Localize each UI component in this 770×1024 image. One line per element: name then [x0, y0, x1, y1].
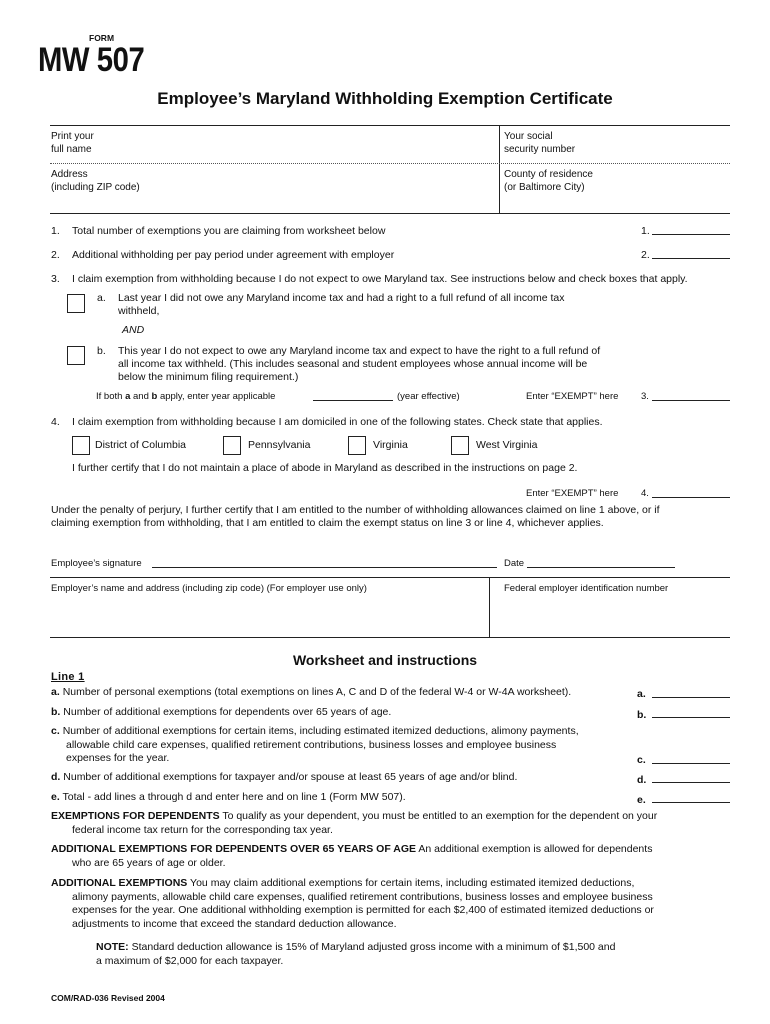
state-va-label: Virginia: [373, 439, 408, 451]
state-pa-label: Pennsylvania: [248, 439, 311, 451]
line-2-input[interactable]: [652, 258, 730, 259]
worksheet-e: e. Total - add lines a through d and enter here and on line 1 (Form MW 507).: [51, 791, 406, 803]
line-3b-text-1: This year I do not expect to owe any Maryland income tax and expect to have the right to a full refund of: [118, 345, 601, 357]
state-wv-label: West Virginia: [476, 439, 538, 451]
date-label: Date: [504, 558, 525, 569]
line-4-text: I claim exemption from withholding because I am domiciled in one of the following states. Check state that applies.: [72, 416, 603, 428]
dependents-65-paragraph: ADDITIONAL EXEMPTIONS FOR DEPENDENTS OVER 65 YEARS OF AGE An additional exemption is allowed for dependents who are 65 years of age or older.: [51, 843, 653, 869]
line-3-number: 3.: [51, 273, 60, 285]
address-field[interactable]: [51, 168, 140, 194]
line-3-exempt-label: Enter “EXEMPT” here: [526, 391, 619, 402]
perjury-text-1: Under the penalty of perjury, I further certify that I am entitled to the number of withholding allowances claimed on line 1 above, or if: [51, 504, 660, 516]
full-name-label-2: full name: [51, 144, 92, 155]
checkbox-dc[interactable]: [72, 436, 90, 455]
ssn-field[interactable]: [504, 130, 575, 156]
note-paragraph: NOTE: Standard deduction allowance is 15% of Maryland adjusted gross income with a minimum of $1,500 and a maximum of $2,000 for each taxpayer.: [96, 941, 616, 967]
line-1-text: Total number of exemptions you are claiming from worksheet below: [72, 225, 386, 237]
line-3b-text-2: all income tax withheld. (This includes seasonal and student employees whose annual income will be: [118, 358, 588, 370]
line-3a-letter: a.: [97, 292, 106, 304]
line-3a-text-1: Last year I did not owe any Maryland income tax and had a right to a full refund of all income tax: [118, 292, 565, 304]
address-label-1: Address: [51, 169, 88, 180]
full-name-field[interactable]: [51, 130, 94, 156]
line-3-input[interactable]: [652, 400, 730, 401]
worksheet-e-input[interactable]: [652, 802, 730, 803]
fields-mid-rule: [50, 163, 730, 164]
line-2-text: Additional withholding per pay period under agreement with employer: [72, 249, 395, 261]
worksheet-c-ref: c.: [637, 754, 646, 766]
county-label-2: (or Baltimore City): [504, 182, 585, 193]
employer-field[interactable]: [51, 583, 367, 594]
worksheet-b: b. Number of additional exemptions for dependents over 65 years of age.: [51, 706, 392, 718]
worksheet-c: c. Number of additional exemptions for certain items, including estimated itemized deductions, alimony payments, allowable child care expenses, qualified retirement contributions, business losses and employee business expenses for the year.: [51, 725, 579, 764]
additional-exemptions-paragraph: ADDITIONAL EXEMPTIONS You may claim additional exemptions for certain items, including estimated itemized deductions, alimony payments, allowable child care expenses, qualified retirement contributions, business losses and employee business expenses for the year. One additional withholding exemption is permitted for each $2,400 of estimated itemized deductions or adjustments to income that exceed the standard deduction allowance.: [51, 877, 654, 930]
fein-label: Federal employer identification number: [504, 583, 669, 594]
year-effective-label: (year effective): [397, 391, 460, 402]
worksheet-a-ref: a.: [637, 688, 646, 700]
line-3a-text-2: withheld,: [118, 305, 160, 317]
revision-footer: COM/RAD-036 Revised 2004: [51, 993, 165, 1003]
and-label: AND: [122, 324, 145, 336]
perjury-text-2: claiming exemption from withholding, that I am entitled to claim the exempt status on line 3 or line 4, whichever applies.: [51, 517, 604, 529]
checkbox-3b[interactable]: [67, 346, 85, 365]
state-dc-label: District of Columbia: [95, 439, 187, 451]
checkbox-va[interactable]: [348, 436, 366, 455]
line-4-certify: I further certify that I do not maintain a place of abode in Maryland as described in the instructions on page 2.: [72, 462, 578, 474]
fields-divider: [499, 125, 500, 213]
employer-divider: [489, 577, 490, 637]
employer-bottom-rule: [50, 637, 730, 638]
worksheet-d-input[interactable]: [652, 782, 730, 783]
line-4-exempt-label: Enter “EXEMPT” here: [526, 488, 619, 499]
line-2-ref: 2.: [641, 249, 650, 261]
line-1-number: 1.: [51, 225, 60, 237]
employer-label: Employer’s name and address (including zip code) (For employer use only): [51, 583, 367, 594]
worksheet-d: d. Number of additional exemptions for taxpayer and/or spouse at least 65 years of age and/or blind.: [51, 771, 518, 783]
worksheet-a: a. Number of personal exemptions (total exemptions on lines A, C and D of the federal W-4 or W-4A worksheet).: [51, 686, 572, 698]
line-4-number: 4.: [51, 416, 60, 428]
fein-field[interactable]: [504, 583, 668, 594]
form-number: MW 507: [38, 41, 145, 79]
line-1-input[interactable]: [652, 234, 730, 235]
worksheet-e-ref: e.: [637, 794, 646, 806]
checkbox-pa[interactable]: [223, 436, 241, 455]
ssn-label-1: Your social: [504, 131, 553, 142]
address-label-2: (including ZIP code): [51, 182, 140, 193]
employer-top-rule: [50, 577, 730, 578]
ssn-label-2: security number: [504, 144, 576, 155]
fields-bottom-rule: [50, 213, 730, 214]
worksheet-line1-heading: Line 1: [51, 671, 85, 683]
line-1-ref: 1.: [641, 225, 650, 237]
dependents-paragraph: EXEMPTIONS FOR DEPENDENTS To qualify as your dependent, you must be entitled to an exemption for the dependent on your federal income tax return for the corresponding tax year.: [51, 810, 658, 836]
page-title: Employee’s Maryland Withholding Exemption Certificate: [157, 89, 613, 108]
line-3-ref: 3.: [641, 391, 649, 402]
date-input[interactable]: [527, 567, 675, 568]
county-label-1: County of residence: [504, 169, 593, 180]
worksheet-d-ref: d.: [637, 774, 647, 786]
full-name-label-1: Print your: [51, 131, 94, 142]
worksheet-b-input[interactable]: [652, 717, 730, 718]
year-applicable-input[interactable]: [313, 400, 393, 401]
line-3-text: I claim exemption from withholding because I do not expect to owe Maryland tax. See instructions below and check boxes that apply.: [72, 273, 688, 285]
line-4-input[interactable]: [652, 497, 730, 498]
line-3b-letter: b.: [97, 345, 106, 357]
worksheet-title: Worksheet and instructions: [292, 652, 478, 668]
form-label: FORM: [89, 33, 115, 43]
signature-input[interactable]: [152, 567, 497, 568]
signature-label: Employee’s signature: [51, 558, 142, 569]
line-3b-text-3: below the minimum filing requirement.): [118, 371, 299, 383]
worksheet-a-input[interactable]: [652, 697, 730, 698]
checkbox-3a[interactable]: [67, 294, 85, 313]
worksheet-c-input[interactable]: [652, 763, 730, 764]
county-field[interactable]: [504, 168, 593, 194]
line-4-ref: 4.: [641, 488, 649, 499]
line-2-number: 2.: [51, 249, 60, 261]
worksheet-b-ref: b.: [637, 709, 647, 721]
checkbox-wv[interactable]: [451, 436, 469, 455]
top-rule: [50, 125, 730, 126]
line-3-both-note: If both a and b apply, enter year applicable: [96, 391, 276, 402]
